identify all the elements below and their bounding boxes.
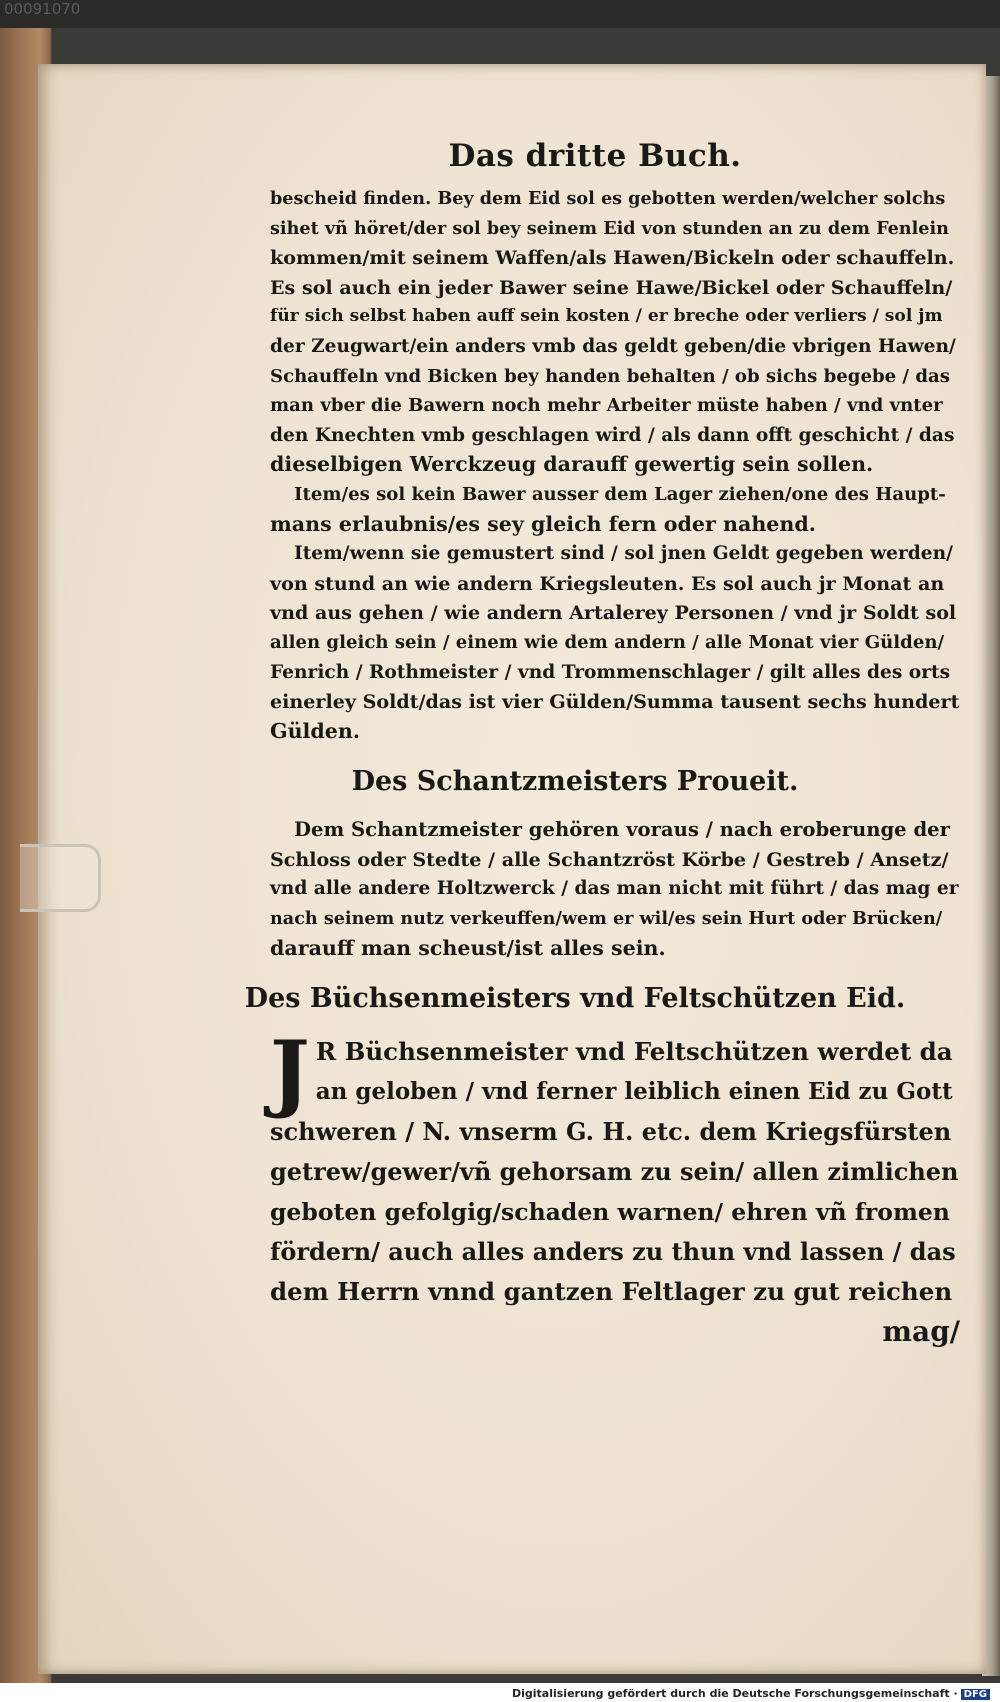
text-line: Fenrich / Rothmeister / vnd Trommenschlager / gilt alles des orts xyxy=(270,661,951,683)
text-line: für sich selbst haben auff sein kosten / er breche oder verliers / sol jm xyxy=(270,306,943,327)
text-line: dem Herrn vnnd gantzen Feltlager zu gut reichen xyxy=(270,1277,953,1307)
text-line: Dem Schantzmeister gehören voraus / nach eroberunge der xyxy=(294,818,950,842)
drop-cap-initial: J xyxy=(270,1022,310,1122)
text-line: man vber die Bawern noch mehr Arbeiter müste haben / vnd vnter xyxy=(270,395,943,417)
text-line: schweren / N. vnserm G. H. etc. dem Kriegsfürsten xyxy=(270,1117,952,1147)
text-line: darauff man scheust/ist alles sein. xyxy=(270,935,666,960)
text-line: Item/es sol kein Bawer ausser dem Lager ziehen/one des Haupt- xyxy=(294,483,946,505)
text-line: dieselbigen Werckzeug darauff gewertig sein sollen. xyxy=(270,452,874,477)
text-line: bescheid finden. Bey dem Eid sol es gebotten werden/welcher solchs xyxy=(270,188,946,209)
footer-band xyxy=(0,1683,1000,1702)
text-line: sihet vñ höret/der sol bey seinem Eid von stunden an zu dem Fenlein xyxy=(270,217,949,239)
text-line: von stund an wie andern Kriegsleuten. Es sol auch jr Monat an xyxy=(270,571,945,595)
page-text xyxy=(244,108,960,1352)
running-head: Das dritte Buch. xyxy=(448,138,742,174)
paragraph-3 xyxy=(270,539,960,746)
text-line: Item/wenn sie gemustert sind / sol jnen Geldt gegeben werden/ xyxy=(294,543,953,565)
text-line: vnd aus gehen / wie andern Artalerey Personen / vnd jr Soldt sol xyxy=(270,601,957,625)
text-line: nach seinem nutz verkeuffen/wem er wil/es sein Hurt oder Brücken/ xyxy=(270,908,943,930)
text-line: Es sol auch ein jeder Bawer seine Hawe/Bickel oder Schauffeln/ xyxy=(270,275,953,299)
text-line: den Knechten vmb geschlagen wird / als dann offt geschicht / das xyxy=(270,424,955,446)
section-title-buechsenmeister: Des Büchsenmeisters vnd Feltschützen Eid. xyxy=(244,983,906,1015)
bookmark-tab xyxy=(20,844,101,912)
paragraph-2 xyxy=(270,480,960,539)
text-line: getrew/gewer/vñ gehorsam zu sein/ allen zimlichen xyxy=(270,1157,959,1187)
paragraph-1 xyxy=(270,184,960,480)
catchword: mag/ xyxy=(882,1315,960,1349)
text-line: an geloben / vnd ferner leiblich einen Eid zu Gott xyxy=(315,1078,953,1106)
text-line: Gülden. xyxy=(270,718,361,743)
digitization-credit xyxy=(512,1687,990,1700)
oath-text xyxy=(270,1022,960,1352)
text-line: Schloss oder Stedte / alle Schantzröst Körbe / Gestreb / Ansetz/ xyxy=(270,847,949,871)
credit-text: Digitalisierung gefördert durch die Deutsche Forschungsgemeinschaft · xyxy=(511,1687,958,1700)
text-line: einerley Soldt/das ist vier Gülden/Summa tausent sechs hundert xyxy=(270,690,960,714)
text-line: mans erlaubnis/es sey gleich fern oder nahend. xyxy=(270,511,816,536)
paragraph-4 xyxy=(270,815,960,963)
text-line: kommen/mit seinem Waffen/als Hawen/Bickeln oder schauffeln. xyxy=(270,246,955,270)
section-title-schantzmeister: Des Schantzmeisters Proueit. xyxy=(351,766,799,798)
text-line: allen gleich sein / einem wie dem andern / alle Monat vier Gülden/ xyxy=(270,631,945,653)
dfg-logo: DFG xyxy=(961,1689,990,1700)
text-line: fördern/ auch alles anders zu thun vnd lassen / das xyxy=(270,1237,956,1267)
text-line: der Zeugwart/ein anders vmb das geldt geben/die vbrigen Hawen/ xyxy=(270,335,956,357)
text-line: Schauffeln vnd Bicken bey handen behalten / ob sichs begebe / das xyxy=(270,365,950,387)
scan-id: 00091070 xyxy=(4,0,81,18)
text-line: vnd alle andere Holtzwerck / das man nicht mit führt / das mag er xyxy=(270,878,959,900)
text-line: R Büchsenmeister vnd Feltschützen werdet da xyxy=(315,1037,953,1067)
text-line: geboten gefolgig/schaden warnen/ ehren vñ fromen xyxy=(270,1198,950,1227)
